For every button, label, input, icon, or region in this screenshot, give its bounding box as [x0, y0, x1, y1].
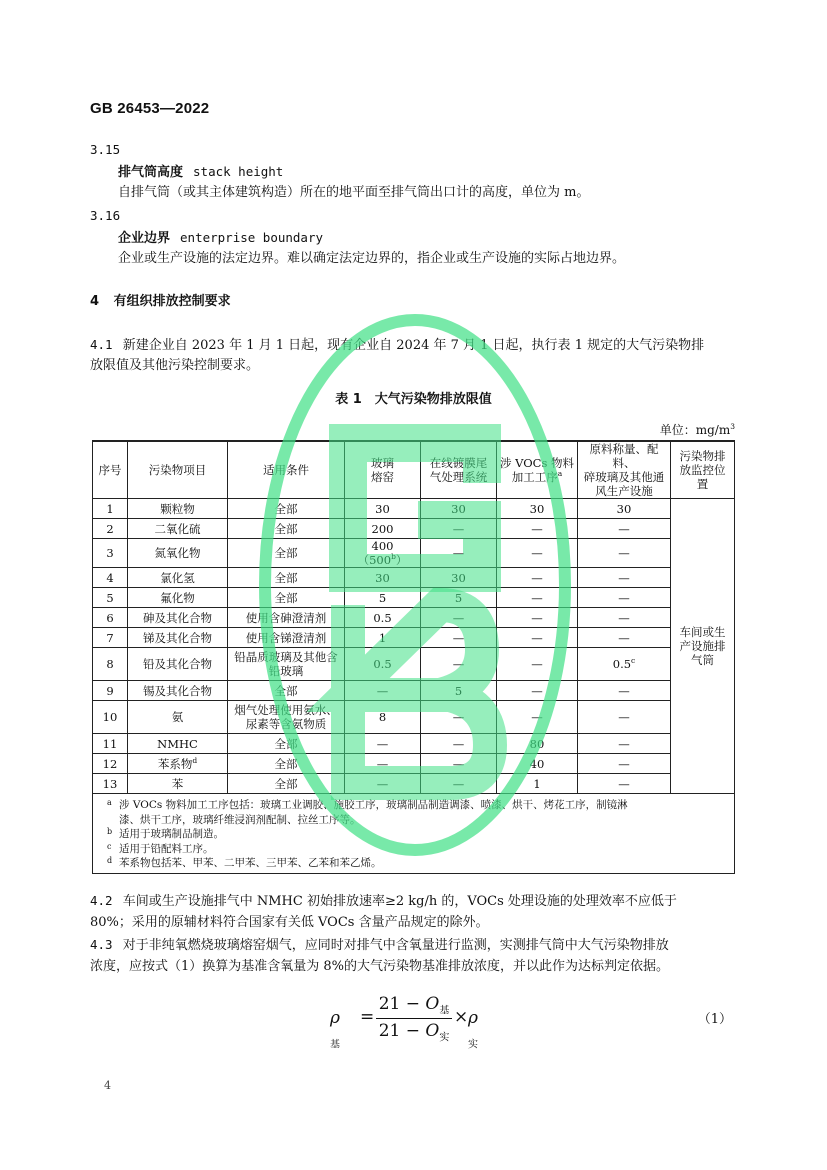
cell-raw: — [578, 734, 671, 754]
cell-vocs: 40 [497, 754, 578, 774]
header-online-coating [421, 441, 497, 499]
header-kiln-l1: 玻璃 [371, 456, 394, 470]
cell-raw: 30 [578, 499, 671, 519]
cell-condition [228, 648, 345, 681]
cell-kiln: — [345, 734, 421, 754]
cell-online: — [421, 608, 497, 628]
header-pollutant: 污染物项目 [128, 441, 228, 499]
cell-pollutant: 氨 [128, 701, 228, 734]
note-a [107, 798, 728, 813]
cell-no: 3 [93, 539, 128, 568]
cell-condition: 使用含砷澄清剂 [228, 608, 345, 628]
cell-no: 5 [93, 588, 128, 608]
cell-online: — [421, 648, 497, 681]
clause-4-2 [90, 891, 740, 912]
cell-condition: 全部 [228, 519, 345, 539]
cell-online: 30 [421, 499, 497, 519]
note-b [107, 827, 728, 842]
page-number: 4 [104, 1079, 111, 1092]
table-row [93, 568, 735, 588]
table-title: 表 1 大气污染物排放限值 [335, 392, 492, 407]
note-a-l1: 涉 VOCs 物料加工工序包括：玻璃工业调胶、施胶工序，玻璃制品制造调漆、喷漆、烘干、烤花工序，制镜淋 [119, 799, 628, 811]
cell-no: 2 [93, 519, 128, 539]
cell-pollutant: 锡及其化合物 [128, 681, 228, 701]
rho-symbol: ρ [468, 1008, 478, 1028]
cell-no: 9 [93, 681, 128, 701]
unit-sup: 3 [730, 422, 735, 431]
clause-4-1-line2: 放限值及其他污染控制要求。 [90, 358, 260, 373]
denominator-var: O [425, 1021, 440, 1042]
equals-sign: = [360, 1007, 375, 1027]
header-online-l1: 在线镀膜尾 [429, 456, 488, 470]
cell-condition: 全部 [228, 774, 345, 794]
cell-condition: 全部 [228, 734, 345, 754]
section-3-15-definition: 自排气筒（或其主体建筑构造）所在的地平面至排气筒出口计的高度，单位为 m。 [118, 185, 590, 200]
header-vocs-sup: a [557, 469, 563, 479]
pollutant-value: 苯系物 [157, 756, 193, 771]
cell-pollutant: 锑及其化合物 [128, 628, 228, 648]
table-row [93, 608, 735, 628]
numerator-var: O [425, 994, 440, 1014]
cell-raw [578, 648, 671, 681]
condition-l2: 铅玻璃 [268, 664, 304, 678]
cell-kiln: 0.5 [345, 608, 421, 628]
cell-condition: 全部 [228, 568, 345, 588]
cell-pollutant: 氟化物 [128, 588, 228, 608]
note-b-text: 适用于玻璃制品制造。 [119, 828, 224, 840]
note-a-mark: a [107, 798, 112, 807]
section-4-number: 4 [90, 294, 100, 309]
cell-online: — [421, 734, 497, 754]
cell-no: 10 [93, 701, 128, 734]
rho-base-sub: 基 [330, 1039, 340, 1051]
cell-online: — [421, 539, 497, 568]
cell-condition: 全部 [228, 681, 345, 701]
rho-symbol: ρ [330, 1008, 340, 1028]
kiln-sup: b [391, 552, 396, 562]
cell-online: — [421, 519, 497, 539]
cell-kiln: — [345, 774, 421, 794]
term-en: stack height [193, 164, 284, 179]
numerator-const: 21 − [378, 994, 426, 1014]
cell-raw: — [578, 608, 671, 628]
denominator-const: 21 − [378, 1021, 426, 1042]
cell-vocs: 1 [497, 774, 578, 794]
cell-raw: — [578, 568, 671, 588]
cell-raw: — [578, 519, 671, 539]
header-kiln [345, 441, 421, 499]
section-3-15-term [118, 162, 283, 183]
header-monitor-l3: 置 [696, 477, 709, 491]
header-no: 序号 [93, 441, 128, 499]
cell-no: 11 [93, 734, 128, 754]
header-monitor-l1: 污染物排 [679, 449, 726, 463]
cell-pollutant: 铅及其化合物 [128, 648, 228, 681]
numerator-sub: 基 [439, 1005, 450, 1017]
cell-kiln: 30 [345, 499, 421, 519]
cell-monitor-position [671, 499, 735, 794]
cell-raw: — [578, 701, 671, 734]
section-3-16-definition: 企业或生产设施的法定边界。难以确定法定边界的，指企业或生产设施的实际占地边界。 [118, 251, 626, 266]
header-raw-l1: 原料称量、配料、 [589, 442, 659, 470]
cell-vocs: 80 [497, 734, 578, 754]
note-a-l2: 漆、烘干工序，玻璃纤维浸润剂配制、拉丝工序等。 [119, 813, 361, 826]
cell-online: 30 [421, 568, 497, 588]
note-c-text: 适用于铅配料工序。 [119, 842, 214, 855]
table-row [93, 754, 735, 774]
header-raw-l3: 风生产设施 [595, 484, 653, 498]
cell-raw: — [578, 681, 671, 701]
condition-l1: 铅晶质玻璃及其他含 [234, 650, 338, 664]
clause-4-2-line1: 车间或生产设施排气中 NMHC 初始排放速率≥2 kg/h 的，VOCs 处理设施的处理效率不应低于 [122, 894, 677, 909]
clause-4-3 [90, 935, 740, 956]
table-row [93, 519, 735, 539]
term-en: enterprise boundary [180, 230, 324, 245]
table-notes [93, 794, 735, 874]
cell-condition: 全部 [228, 539, 345, 568]
cell-raw: — [578, 754, 671, 774]
table-row [93, 628, 735, 648]
cell-raw: — [578, 628, 671, 648]
clause-4-1 [90, 335, 740, 356]
header-condition: 适用条件 [228, 441, 345, 499]
header-vocs [497, 441, 578, 499]
standard-code: GB 26453—2022 [90, 100, 210, 117]
cell-raw: — [578, 588, 671, 608]
cell-online: 5 [421, 681, 497, 701]
denominator-sub: 实 [439, 1032, 450, 1044]
cell-online: 5 [421, 588, 497, 608]
cell-no: 12 [93, 754, 128, 774]
cell-pollutant: 氮氧化物 [128, 539, 228, 568]
table-row [93, 648, 735, 681]
numerator [376, 994, 452, 1019]
table-row [93, 588, 735, 608]
cell-pollutant: 氯化氢 [128, 568, 228, 588]
condition-l2: 尿素等含氨物质 [245, 717, 327, 731]
note-b-mark: b [107, 827, 113, 836]
cell-vocs: — [497, 519, 578, 539]
table-row [93, 734, 735, 754]
monitor-l3: 气筒 [691, 653, 714, 667]
cell-kiln [345, 539, 421, 568]
emission-limits-table [92, 440, 735, 874]
cell-condition: 全部 [228, 499, 345, 519]
table-unit [660, 421, 735, 438]
cell-condition: 使用含锑澄清剂 [228, 628, 345, 648]
term-cn: 企业边界 [118, 231, 171, 246]
fraction [376, 994, 452, 1044]
raw-sup: c [631, 656, 636, 666]
header-monitor-position [671, 441, 735, 499]
rho-actual [468, 1008, 478, 1050]
cell-vocs: — [497, 701, 578, 734]
cell-condition [228, 701, 345, 734]
cell-vocs: — [497, 539, 578, 568]
cell-vocs: 30 [497, 499, 578, 519]
clause-4-3-number: 4.3 [90, 937, 113, 952]
cell-kiln: — [345, 681, 421, 701]
clause-4-2-number: 4.2 [90, 893, 113, 908]
cell-raw: — [578, 774, 671, 794]
monitor-l1: 车间或生 [679, 625, 726, 639]
rho-base [330, 1008, 340, 1050]
cell-vocs: — [497, 568, 578, 588]
header-vocs-l1: 涉 VOCs 物料 [499, 456, 575, 470]
unit-label: 单位：mg/m [659, 423, 731, 437]
cell-condition: 全部 [228, 754, 345, 774]
cell-online: — [421, 701, 497, 734]
cell-no: 8 [93, 648, 128, 681]
header-online-l2: 气处理系统 [429, 470, 488, 484]
note-c-mark: c [107, 841, 112, 851]
cell-no: 13 [93, 774, 128, 794]
cell-kiln: 8 [345, 701, 421, 734]
header-raw-l2: 碎玻璃及其他通 [583, 470, 665, 484]
cell-vocs: — [497, 608, 578, 628]
monitor-l2: 产设施排 [679, 639, 726, 653]
term-cn: 排气筒高度 [118, 165, 184, 180]
cell-kiln: 1 [345, 628, 421, 648]
cell-pollutant: 二氧化硫 [128, 519, 228, 539]
times-sign: × [454, 1007, 469, 1027]
header-kiln-l2: 熔窑 [371, 470, 394, 484]
clause-4-3-line1: 对于非纯氧燃烧玻璃熔窑烟气，应同时对排气中含氧量进行监测，实测排气筒中大气污染物排放 [122, 938, 669, 953]
note-d-mark: d [107, 856, 113, 865]
cell-kiln: 30 [345, 568, 421, 588]
cell-kiln: 200 [345, 519, 421, 539]
cell-no: 4 [93, 568, 128, 588]
cell-raw: — [578, 539, 671, 568]
section-4-heading [90, 292, 231, 312]
cell-kiln: 0.5 [345, 648, 421, 681]
cell-pollutant: 砷及其化合物 [128, 608, 228, 628]
cell-online: — [421, 754, 497, 774]
clause-4-2-line2: 80%；采用的原辅材料符合国家有关低 VOCs 含量产品规定的除外。 [90, 915, 489, 930]
formula-number: （1） [697, 1012, 732, 1027]
header-monitor-l2: 放监控位 [679, 463, 726, 477]
cell-online: — [421, 774, 497, 794]
cell-pollutant: NMHC [128, 734, 228, 754]
table-notes-row [93, 794, 735, 874]
note-c [107, 841, 728, 857]
table-row [93, 701, 735, 734]
section-4-title: 有组织排放控制要求 [113, 294, 231, 309]
table-row [93, 774, 735, 794]
cell-kiln: — [345, 754, 421, 774]
clause-4-3-line2: 浓度，应按式（1）换算为基准含氧量为 8%的大气污染物基准排放浓度，并以此作为达标判定依据。 [90, 959, 670, 974]
header-vocs-l2: 加工工序 [511, 470, 558, 484]
clause-4-1-number: 4.1 [90, 337, 113, 352]
table-row [93, 681, 735, 701]
cell-vocs: — [497, 648, 578, 681]
cell-no: 6 [93, 608, 128, 628]
cell-online: — [421, 628, 497, 648]
section-3-16-term [118, 228, 323, 249]
kiln-value: 400（500 [357, 539, 394, 567]
pollutant-sup: d [192, 755, 198, 765]
cell-no: 1 [93, 499, 128, 519]
header-raw-material [578, 441, 671, 499]
cell-pollutant [128, 754, 228, 774]
note-a-continued [119, 813, 728, 828]
raw-value: 0.5 [612, 657, 632, 671]
cell-vocs: — [497, 628, 578, 648]
condition-l1: 烟气处理使用氨水、 [234, 703, 338, 717]
table-row [93, 499, 735, 519]
cell-no: 7 [93, 628, 128, 648]
note-d-text: 苯系物包括苯、甲苯、二甲苯、三甲苯、乙苯和苯乙烯。 [119, 857, 382, 869]
cell-condition: 全部 [228, 588, 345, 608]
cell-kiln: 5 [345, 588, 421, 608]
table-header-row [93, 441, 735, 499]
table-row [93, 539, 735, 568]
cell-pollutant: 苯 [128, 774, 228, 794]
section-3-15-number: 3.15 [90, 142, 121, 157]
note-d [107, 856, 728, 871]
rho-actual-sub: 实 [468, 1039, 478, 1051]
clause-4-1-line1: 新建企业自 2023 年 1 月 1 日起，现有企业自 2024 年 7 月 1 日起，执行表 1 规定的大气污染物排 [122, 338, 705, 353]
kiln-tail: ） [395, 553, 408, 567]
cell-vocs: — [497, 681, 578, 701]
cell-pollutant: 颗粒物 [128, 499, 228, 519]
denominator [376, 1019, 452, 1043]
section-3-16-number: 3.16 [90, 208, 121, 223]
cell-vocs: — [497, 588, 578, 608]
